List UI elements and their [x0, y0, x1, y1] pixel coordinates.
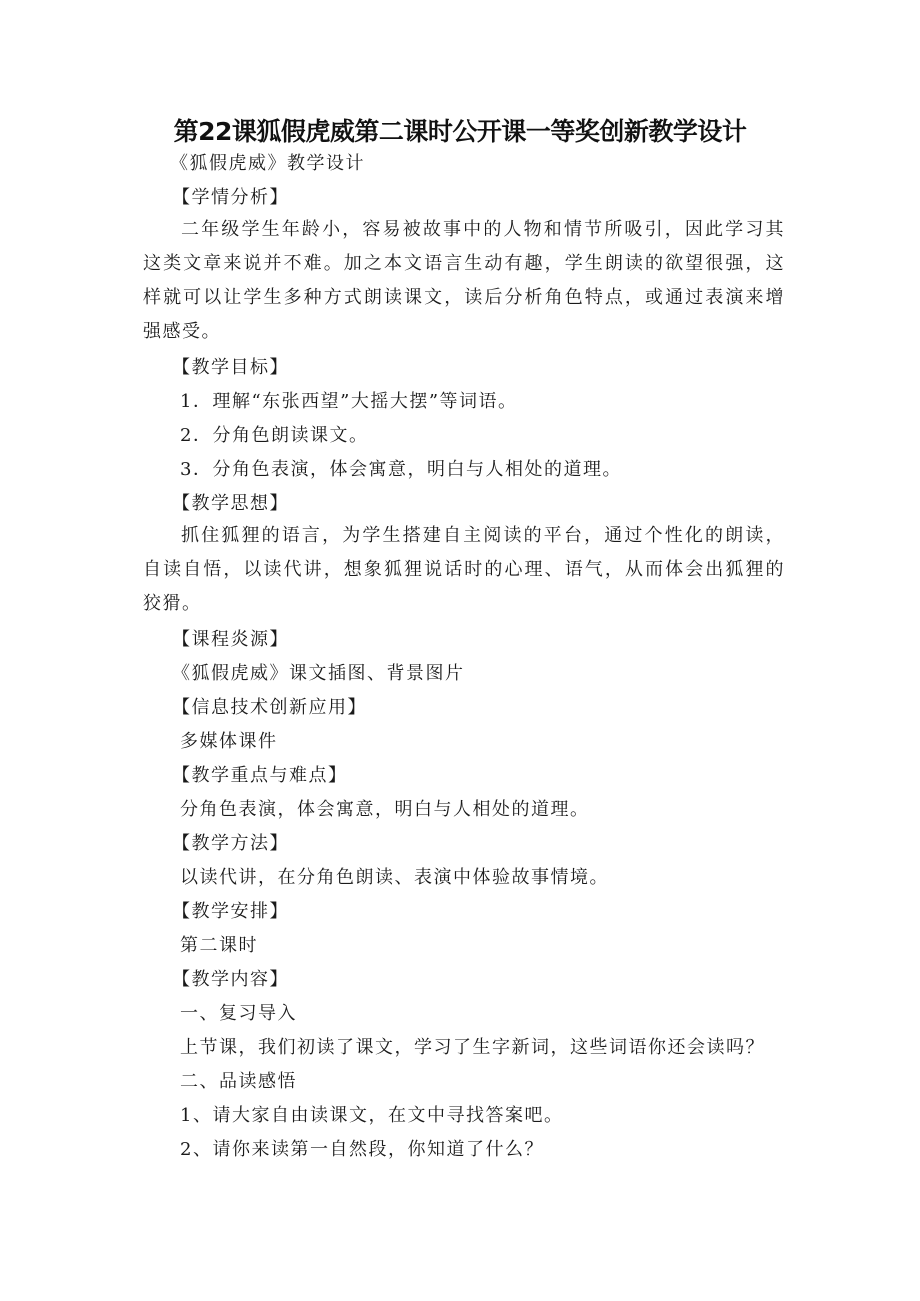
heading-teaching-goals: 【教学目标】: [172, 357, 289, 378]
text-key-points: 分角色表演，体会寓意，明白与人相处的道理。: [180, 799, 590, 820]
paragraph-learning-analysis: 二年级学生年龄小，容易被故事中的人物和情节所吸引，因此学习其这类文章来说并不难。加之本文语言生动有趣，学生朗读的欲望很强，这样就可以让学生多种方式朗读课文，读后分析角色特点，或通过表演来增强感受。: [143, 219, 785, 342]
heading-it-application: 【信息技术创新应用】: [172, 697, 367, 718]
heading-learning-analysis: 【学情分析】: [172, 187, 289, 208]
subheading-reading: 二、品读感悟: [180, 1071, 297, 1092]
reading-item: 2、请你来读第一自然段，你知道了什么？: [180, 1139, 544, 1160]
goal-item: 3．分角色表演，体会寓意，明白与人相处的道理。: [180, 459, 622, 480]
heading-key-points: 【教学重点与难点】: [172, 765, 348, 786]
heading-methods: 【教学方法】: [172, 833, 289, 854]
document-title: 第22课狐假虎威第二课时公开课一等奖创新教学设计: [173, 117, 747, 146]
subheading-review: 一、复习导入: [180, 1003, 297, 1024]
text-resources: 《狐假虎威》课文插图、背景图片: [172, 663, 465, 684]
heading-arrangement: 【教学安排】: [172, 901, 289, 922]
heading-resources: 【课程炎源】: [172, 629, 289, 650]
paragraph-teaching-thought: 抓住狐狸的语言，为学生搭建自主阅读的平台，通过个性化的朗读，自读自悟，以读代讲，想象狐狸说话时的心理、语气，从而体会出狐狸的狡猾。: [143, 525, 785, 614]
heading-content: 【教学内容】: [172, 969, 289, 990]
text-arrangement: 第二课时: [180, 935, 258, 956]
goal-item: 1．理解“东张西望”大摇大摆”等词语。: [180, 391, 518, 412]
document-subtitle: 《狐假虎威》教学设计: [170, 153, 365, 174]
goal-item: 2．分角色朗读课文。: [180, 425, 369, 446]
heading-teaching-thought: 【教学思想】: [172, 493, 289, 514]
reading-item: 1、请大家自由读课文，在文中寻找答案吧。: [180, 1105, 564, 1126]
text-review: 上节课，我们初读了课文，学习了生字新词，这些词语你还会读吗？: [180, 1037, 765, 1058]
text-methods: 以读代讲，在分角色朗读、表演中体验故事情境。: [180, 867, 609, 888]
text-it-application: 多媒体课件: [180, 731, 278, 752]
